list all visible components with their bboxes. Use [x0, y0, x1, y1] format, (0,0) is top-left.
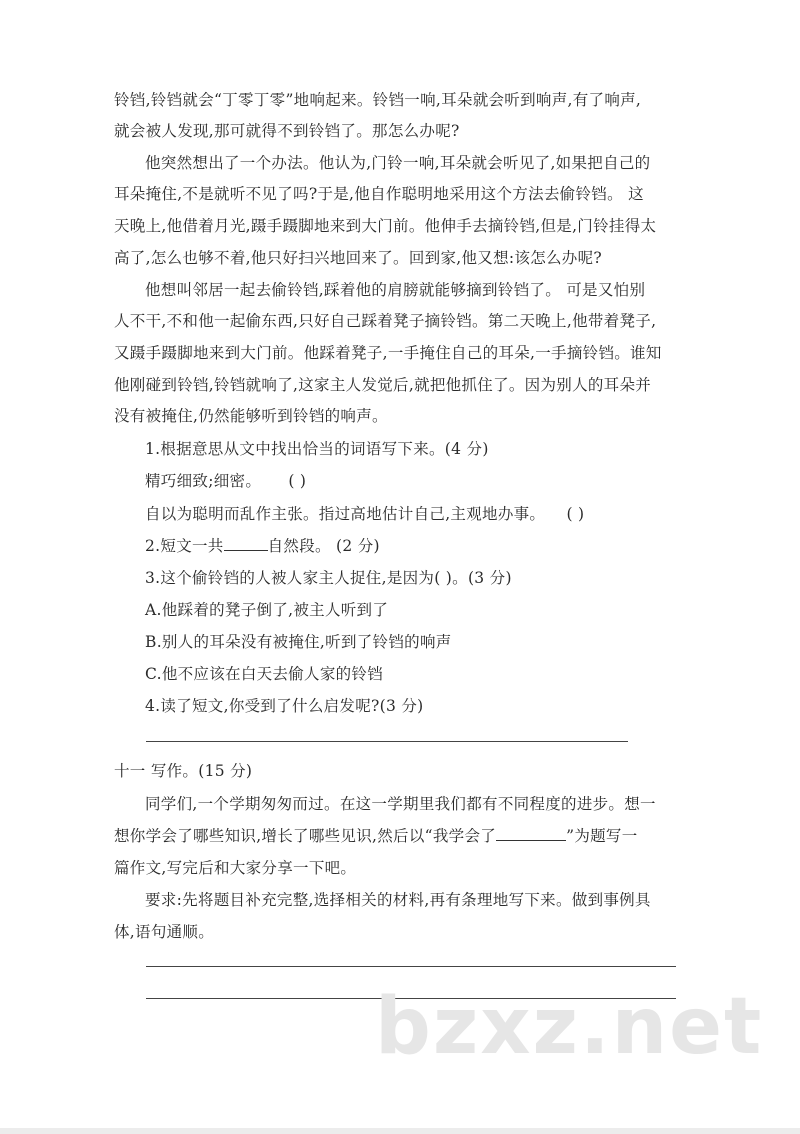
passage-line: 又蹑手蹑脚地来到大门前。他踩着凳子,一手掩住自己的耳朵,一手摘铃铛。谁知: [114, 344, 662, 362]
passage-line: 铃铛,铃铛就会“丁零丁零”地响起来。铃铛一响,耳朵就会听到响声,有了响声,: [114, 91, 642, 109]
question-1: 1.根据意思从文中找出恰当的词语写下来。(4 分): [145, 440, 489, 458]
writing-prompt-line: 篇作文,写完后和大家分享一下吧。: [114, 859, 357, 877]
answer-paren-1b[interactable]: ( ): [566, 505, 585, 523]
writing-heading: 十一 写作。(15 分): [114, 762, 253, 780]
question-2-pre: 2.短文一共: [145, 537, 224, 555]
question-3: 3.这个偷铃铛的人被人家主人捉住,是因为( )。(3 分): [145, 569, 512, 587]
question-1a-text: 精巧细致;细密。: [145, 472, 262, 490]
option-a: A.他踩着的凳子倒了,被主人听到了: [145, 601, 389, 619]
page-edge: [0, 1128, 800, 1134]
option-b: B.别人的耳朵没有被掩住,听到了铃铛的响声: [145, 633, 452, 651]
passage-line: 他刚碰到铃铛,铃铛就响了,这家主人发觉后,就把他抓住了。因为别人的耳朵并: [114, 376, 652, 394]
question-1a: [145, 471, 306, 491]
writing-line[interactable]: [146, 966, 676, 967]
title-blank[interactable]: [496, 826, 566, 841]
question-1b: [145, 504, 584, 524]
writing-prompt-post: ”为题写一: [566, 827, 638, 845]
watermark: bzxz.net: [375, 982, 764, 1072]
answer-line-4[interactable]: [146, 741, 628, 742]
passage-line: 耳朵掩住,不是就听不见了吗?于是,他自作聪明地采用这个方法去偷铃铛。 这: [114, 185, 644, 203]
passage-line: 天晚上,他借着月光,蹑手蹑脚地来到大门前。他伸手去摘铃铛,但是,门铃挂得太: [114, 217, 657, 235]
question-1b-text: 自以为聪明而乱作主张。指过高地估计自己,主观地办事。: [145, 505, 546, 523]
passage-line: 没有被掩住,仍然能够听到铃铛的响声。: [114, 407, 388, 425]
answer-blank-2[interactable]: [224, 536, 268, 551]
passage-line: 他突然想出了一个办法。他认为,门铃一响,耳朵就会听见了,如果把自己的: [145, 154, 651, 172]
writing-requirement: 体,语句通顺。: [114, 923, 215, 941]
passage-line: 就会被人发现,那可就得不到铃铛了。那怎么办呢?: [114, 122, 460, 140]
writing-prompt-pre: 想你学会了哪些知识,增长了哪些见识,然后以“我学会了: [114, 827, 497, 845]
passage-line: 他想叫邻居一起去偷铃铛,踩着他的肩膀就能够摘到铃铛了。 可是又怕别: [145, 281, 646, 299]
writing-requirement: 要求:先将题目补充完整,选择相关的材料,再有条理地写下来。做到事例具: [145, 891, 651, 909]
passage-line: 高了,怎么也够不着,他只好扫兴地回来了。回到家,他又想:该怎么办呢?: [114, 249, 603, 267]
question-2-post: 自然段。 (2 分): [267, 537, 380, 555]
writing-prompt-line: [114, 826, 638, 846]
writing-prompt-line: 同学们,一个学期匆匆而过。在这一学期里我们都有不同程度的进步。想一: [145, 795, 656, 813]
question-2: [145, 536, 380, 556]
answer-paren-1a[interactable]: ( ): [288, 472, 307, 490]
question-4: 4.读了短文,你受到了什么启发呢?(3 分): [145, 697, 424, 715]
passage-line: 人不干,不和他一起偷东西,只好自己踩着凳子摘铃铛。第二天晚上,他带着凳子,: [114, 312, 657, 330]
option-c: C.他不应该在白天去偷人家的铃铛: [145, 665, 384, 683]
